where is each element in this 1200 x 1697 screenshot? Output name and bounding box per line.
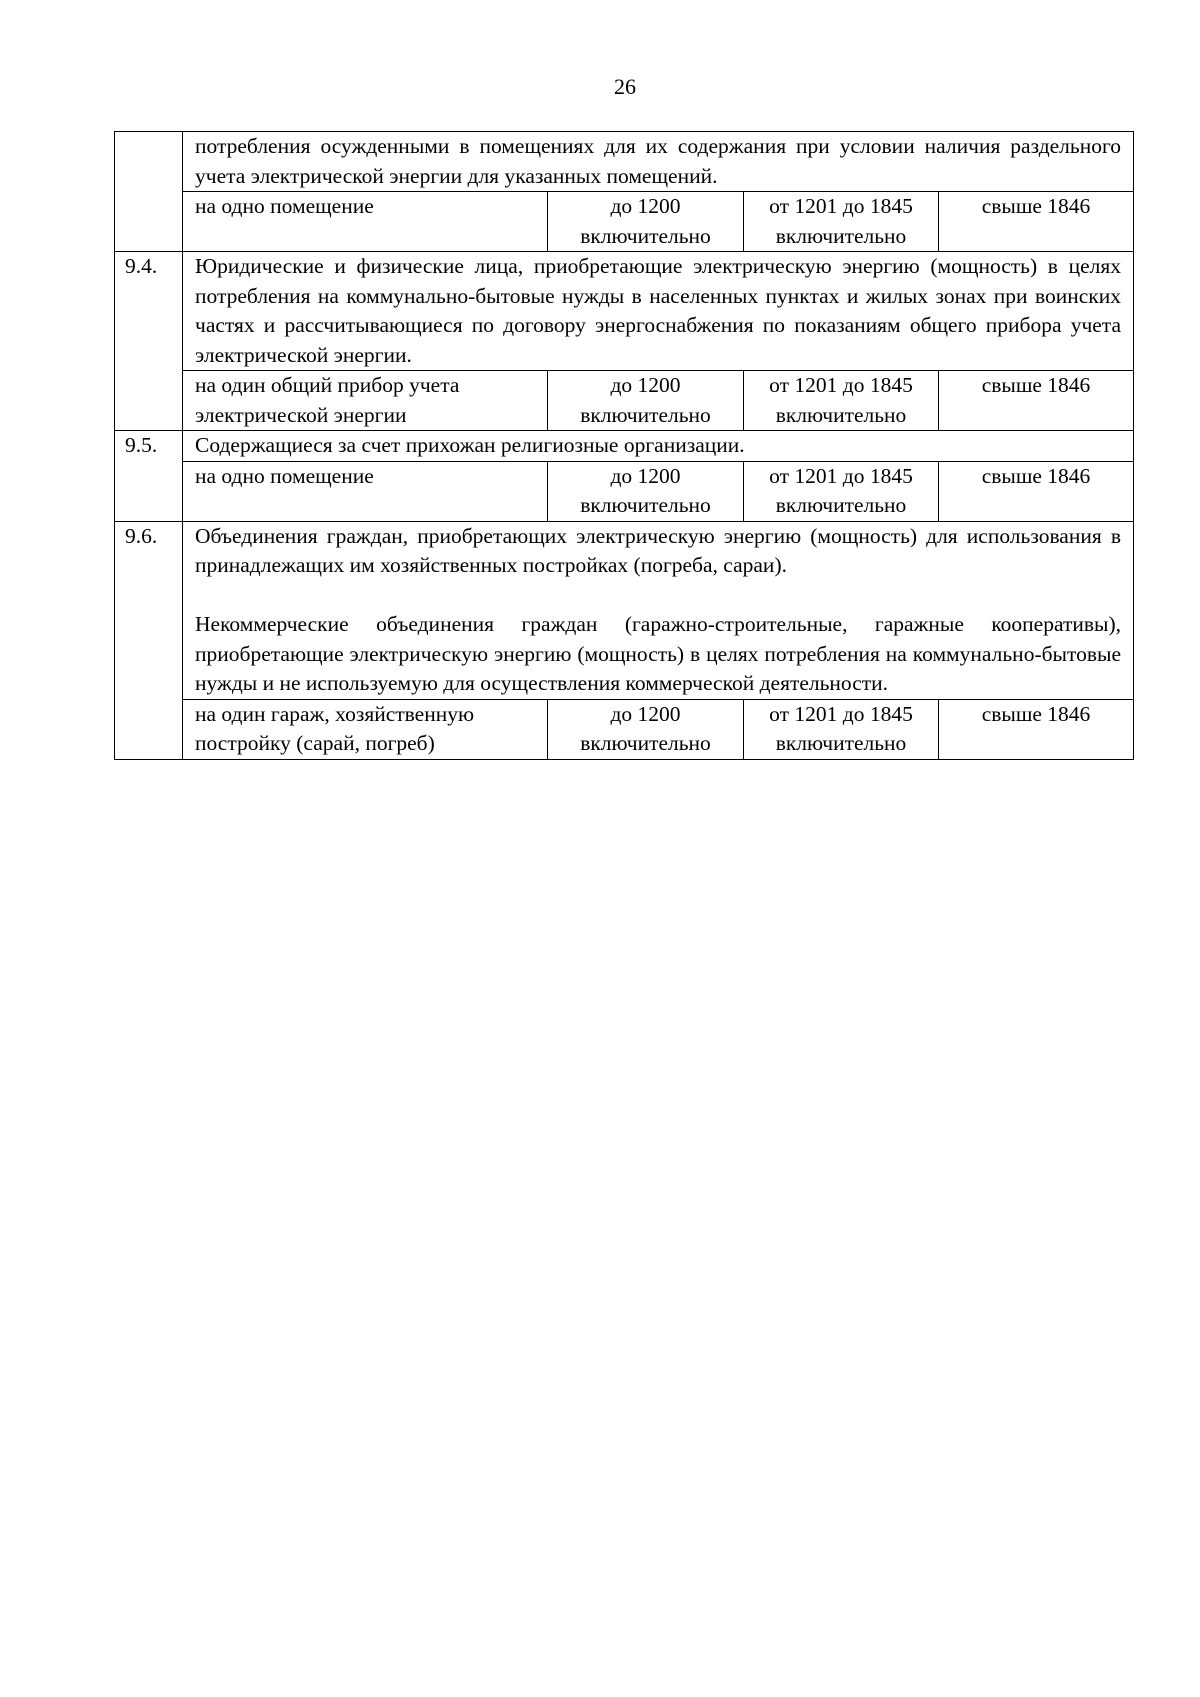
row-description	[183, 431, 1134, 462]
description-paragraph: потребления осужденными в помещениях для их содержания при условии наличия раздельного учета электрической энергии для указанных помещений.	[195, 134, 1121, 188]
description-paragraph: Содержащиеся за счет прихожан религиозные организации.	[195, 433, 745, 457]
table-row	[115, 521, 1134, 699]
description-paragraph: Юридические и физические лица, приобретающие электрическую энергию (мощность) в целях потребления на коммунально-бытовые нужды в населенных пунктах и жилых зонах при воинских частях и рассчитывающиеся по договору энергоснабжения по показаниям общего прибора учета электрической энергии.	[195, 254, 1121, 367]
row-description	[183, 252, 1134, 371]
range-cell-2: от 1201 до 1845 включительно	[744, 371, 939, 431]
tariff-table	[114, 131, 1134, 760]
table-row	[115, 252, 1134, 371]
row-number: 9.4.	[115, 252, 183, 431]
unit-cell: на одно помещение	[183, 461, 548, 521]
range-cell-2: от 1201 до 1845 включительно	[744, 699, 939, 759]
table-row	[115, 431, 1134, 462]
table-row	[115, 461, 1134, 521]
description-paragraph: Некоммерческие объединения граждан (гаражно-строительные, гаражные кооперативы), приобретающие электрическую энергию (мощность) в целях потребления на коммунально-бытовые нужды и не используемую для осуществления коммерческой деятельности.	[195, 612, 1121, 695]
range-cell-3: свыше 1846	[939, 371, 1134, 431]
description-paragraph: Объединения граждан, приобретающих электрическую энергию (мощность) для использования в принадлежащих им хозяйственных постройках (погреба, сараи).	[195, 523, 1121, 577]
table-row	[115, 371, 1134, 431]
row-number	[115, 132, 183, 252]
row-description	[183, 521, 1134, 699]
range-cell-1: до 1200 включительно	[548, 192, 744, 252]
table-row	[115, 192, 1134, 252]
row-number: 9.5.	[115, 431, 183, 522]
range-cell-2: от 1201 до 1845 включительно	[744, 192, 939, 252]
table-row	[115, 132, 1134, 192]
range-cell-3: свыше 1846	[939, 192, 1134, 252]
page-number: 26	[614, 74, 636, 99]
unit-cell: на одно помещение	[183, 192, 548, 252]
range-cell-2: от 1201 до 1845 включительно	[744, 461, 939, 521]
range-cell-1: до 1200 включительно	[548, 371, 744, 431]
unit-cell: на один общий прибор учета электрической энергии	[183, 371, 548, 431]
row-description	[183, 132, 1134, 192]
range-cell-3: свыше 1846	[939, 461, 1134, 521]
unit-cell: на один гараж, хозяйственную постройку (сарай, погреб)	[183, 699, 548, 759]
range-cell-3: свыше 1846	[939, 699, 1134, 759]
range-cell-1: до 1200 включительно	[548, 461, 744, 521]
table-row	[115, 699, 1134, 759]
range-cell-1: до 1200 включительно	[548, 699, 744, 759]
row-number: 9.6.	[115, 521, 183, 759]
